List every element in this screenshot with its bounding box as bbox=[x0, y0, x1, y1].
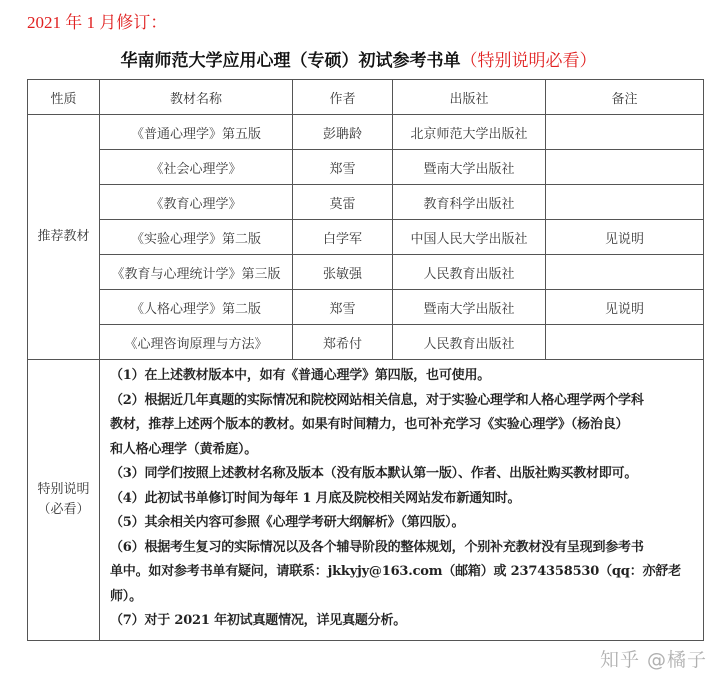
note-line: （5）其余相关内容可参照《心理学考研大纲解析》（第四版）。 bbox=[110, 515, 465, 530]
book-author: 莫雷 bbox=[293, 185, 393, 220]
note-line: 单中。如对参考书单有疑问，请联系：jkkyjy@163.com（邮箱）或 2374358530（qq：亦舒老师）。 bbox=[110, 564, 681, 604]
note-line: 教材，推荐上述两个版本的教材。如果有时间精力，也可补充学习《实验心理学》（杨治良） bbox=[110, 417, 629, 432]
book-remark: 见说明 bbox=[546, 220, 704, 255]
category-notes-line2: （必看） bbox=[37, 501, 90, 517]
table-row bbox=[28, 290, 704, 325]
notes-content bbox=[100, 360, 704, 641]
note-line: （7）对于 2021 年初试真题情况，详见真题分析。 bbox=[110, 613, 407, 628]
book-title: 《人格心理学》第二版 bbox=[100, 290, 293, 325]
book-publisher: 人民教育出版社 bbox=[393, 255, 546, 290]
table-row bbox=[28, 185, 704, 220]
book-publisher: 暨南大学出版社 bbox=[393, 150, 546, 185]
book-remark bbox=[546, 150, 704, 185]
table-row bbox=[28, 115, 704, 150]
booklist-table bbox=[27, 79, 704, 641]
category-notes bbox=[28, 360, 100, 641]
book-publisher: 北京师范大学出版社 bbox=[393, 115, 546, 150]
book-title: 《心理咨询原理与方法》 bbox=[100, 325, 293, 360]
book-remark bbox=[546, 185, 704, 220]
column-header-remark: 备注 bbox=[546, 80, 704, 115]
column-header-nature: 性质 bbox=[28, 80, 100, 115]
book-remark bbox=[546, 325, 704, 360]
category-notes-line1: 特别说明 bbox=[37, 481, 90, 497]
book-author: 郑希付 bbox=[293, 325, 393, 360]
table-row bbox=[28, 150, 704, 185]
book-title: 《实验心理学》第二版 bbox=[100, 220, 293, 255]
note-line: 和人格心理学（黄希庭）。 bbox=[110, 441, 258, 457]
book-remark: 见说明 bbox=[546, 290, 704, 325]
table-header-row bbox=[28, 80, 704, 115]
note-line: （1）在上述教材版本中，如有《普通心理学》第四版，也可使用。 bbox=[110, 368, 491, 383]
book-publisher: 人民教育出版社 bbox=[393, 325, 546, 360]
book-publisher: 教育科学出版社 bbox=[393, 185, 546, 220]
notes-row bbox=[28, 360, 704, 641]
title-highlight: （特别说明必看） bbox=[460, 51, 597, 71]
book-publisher: 暨南大学出版社 bbox=[393, 290, 546, 325]
table-row bbox=[28, 325, 704, 360]
note-line: （6）根据考生复习的实际情况以及各个辅导阶段的整体规划，个别补充教材没有呈现到参考书 bbox=[110, 539, 644, 555]
page-title bbox=[0, 46, 717, 71]
note-line: （3）同学们按照上述教材名称及版本（没有版本默认第一版）、作者、出版社购买教材即可。 bbox=[110, 466, 638, 481]
category-recommended: 推荐教材 bbox=[28, 115, 100, 360]
book-remark bbox=[546, 115, 704, 150]
book-remark bbox=[546, 255, 704, 290]
table-row bbox=[28, 255, 704, 290]
book-author: 彭聃龄 bbox=[293, 115, 393, 150]
watermark: 知乎 @橘子 bbox=[599, 649, 707, 671]
note-line: （4）此初试书单修订时间为每年 1 月底及院校相关网站发布新通知时。 bbox=[110, 490, 521, 506]
column-header-publisher: 出版社 bbox=[393, 80, 546, 115]
table-row bbox=[28, 220, 704, 255]
title-main: 华南师范大学应用心理（专硕）初试参考书单 bbox=[120, 51, 461, 71]
book-author: 郑雪 bbox=[293, 150, 393, 185]
book-title: 《教育与心理统计学》第三版 bbox=[100, 255, 293, 290]
book-title: 《社会心理学》 bbox=[100, 150, 293, 185]
book-author: 白学军 bbox=[293, 220, 393, 255]
book-publisher: 中国人民大学出版社 bbox=[393, 220, 546, 255]
revision-note: 2021 年 1 月修订： bbox=[27, 13, 168, 32]
column-header-author: 作者 bbox=[293, 80, 393, 115]
book-author: 郑雪 bbox=[293, 290, 393, 325]
book-title: 《教育心理学》 bbox=[100, 185, 293, 220]
book-author: 张敏强 bbox=[293, 255, 393, 290]
note-line: （2）根据近几年真题的实际情况和院校网站相关信息，对于实验心理学和人格心理学两个学科 bbox=[110, 392, 644, 408]
column-header-book: 教材名称 bbox=[100, 80, 293, 115]
book-title: 《普通心理学》第五版 bbox=[100, 115, 293, 150]
